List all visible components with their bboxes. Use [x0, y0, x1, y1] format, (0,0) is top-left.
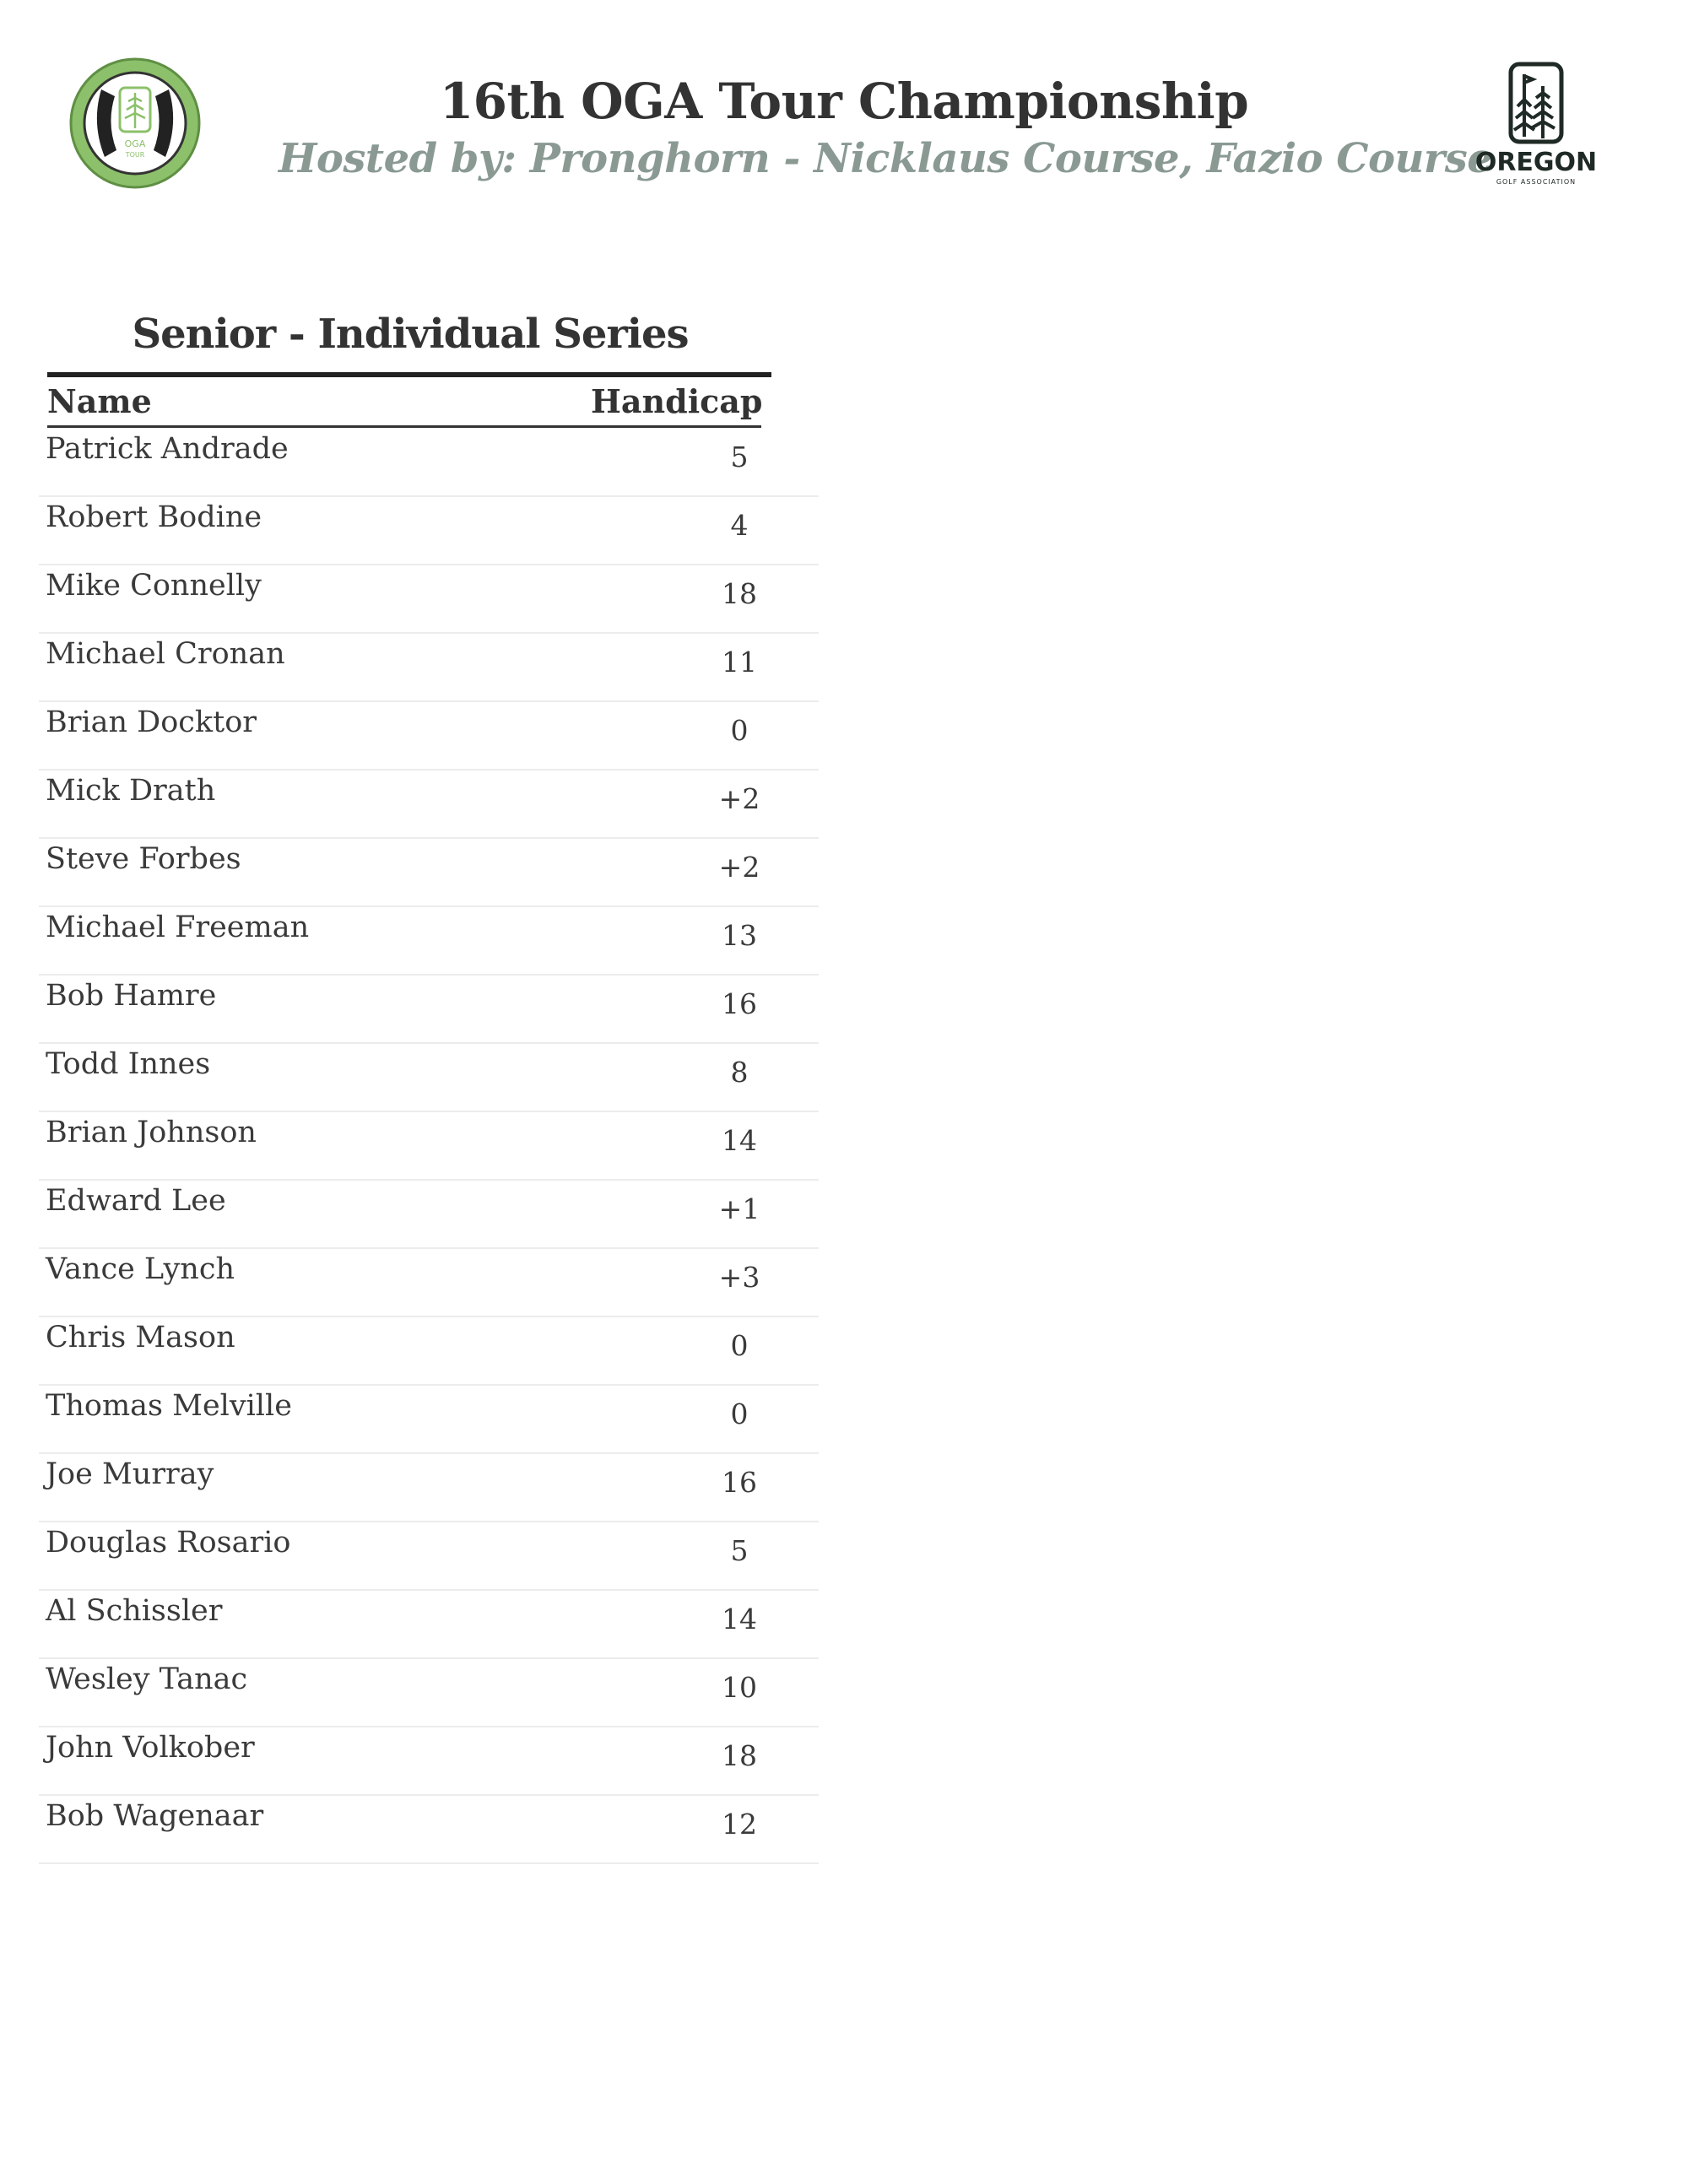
player-name: Chris Mason — [46, 1321, 235, 1354]
player-handicap: 14 — [722, 1124, 757, 1157]
player-name: Thomas Melville — [46, 1389, 292, 1423]
player-handicap: +2 — [718, 782, 760, 815]
player-handicap: 5 — [730, 1534, 749, 1567]
table-row — [39, 1727, 819, 1796]
header-divider — [47, 372, 771, 377]
player-handicap: 12 — [722, 1808, 757, 1841]
player-name: Robert Bodine — [46, 500, 262, 534]
table-row — [39, 907, 819, 976]
table-row — [39, 839, 819, 907]
player-handicap: 18 — [722, 1739, 757, 1772]
player-handicap: 0 — [730, 1397, 749, 1430]
player-handicap: 0 — [730, 1329, 749, 1362]
player-handicap: 18 — [722, 577, 757, 610]
player-handicap: 11 — [722, 646, 757, 678]
player-name: Michael Cronan — [46, 637, 285, 671]
player-name: Vance Lynch — [46, 1252, 235, 1286]
oregon-golf-association-logo-icon — [1469, 61, 1604, 196]
player-table — [39, 429, 819, 1864]
player-name: Joe Murray — [46, 1457, 214, 1491]
player-name: Brian Docktor — [46, 705, 257, 739]
player-name: Todd Innes — [46, 1047, 211, 1081]
player-name: Patrick Andrade — [46, 432, 289, 466]
player-name: Al Schissler — [46, 1594, 223, 1628]
player-handicap: 5 — [730, 441, 749, 473]
player-name: Mick Drath — [46, 774, 216, 808]
player-handicap: +1 — [718, 1192, 760, 1225]
player-name: Edward Lee — [46, 1184, 226, 1218]
table-row — [39, 1591, 819, 1659]
table-row — [39, 565, 819, 634]
table-row — [39, 1454, 819, 1522]
player-handicap: 13 — [722, 919, 757, 952]
table-row — [39, 1044, 819, 1112]
table-row — [39, 1249, 819, 1317]
player-handicap: 8 — [730, 1056, 749, 1089]
table-row — [39, 497, 819, 565]
player-name: Wesley Tanac — [46, 1662, 248, 1696]
player-name: Mike Connelly — [46, 569, 262, 603]
table-row — [39, 1386, 819, 1454]
player-name: Bob Hamre — [46, 979, 217, 1013]
oregon-logo-text: OREGON — [1474, 148, 1598, 177]
player-handicap: 14 — [722, 1603, 757, 1635]
player-name: John Volkober — [46, 1731, 255, 1765]
section-title: Senior - Individual Series — [132, 311, 689, 358]
player-handicap: 4 — [730, 509, 749, 542]
table-row — [39, 634, 819, 702]
table-row — [39, 976, 819, 1044]
player-handicap: +2 — [718, 851, 760, 884]
player-name: Steve Forbes — [46, 842, 241, 876]
player-name: Michael Freeman — [46, 911, 310, 944]
column-header-name: Name — [47, 382, 152, 420]
player-handicap: 16 — [722, 1466, 757, 1499]
oga-tour-championship-seal-icon — [68, 56, 203, 191]
player-name: Brian Johnson — [46, 1116, 257, 1149]
svg-text:TOUR: TOUR — [125, 151, 145, 159]
table-row — [39, 702, 819, 770]
player-handicap: +3 — [718, 1261, 760, 1294]
page-title: 16th OGA Tour Championship — [439, 73, 1249, 130]
column-header-handicap: Handicap — [591, 382, 763, 420]
table-row — [39, 1317, 819, 1386]
player-handicap: 0 — [730, 714, 749, 747]
player-handicap: 10 — [722, 1671, 757, 1704]
table-row — [39, 1112, 819, 1181]
table-row — [39, 1181, 819, 1249]
player-name: Bob Wagenaar — [46, 1799, 264, 1833]
table-row — [39, 770, 819, 839]
svg-text:OGA: OGA — [124, 138, 146, 149]
page-subtitle: Hosted by: Pronghorn - Nicklaus Course, Fazio Course — [279, 135, 1493, 182]
player-name: Douglas Rosario — [46, 1526, 291, 1560]
oregon-logo-subtext: GOLF ASSOCIATION — [1496, 178, 1577, 186]
table-row — [39, 1796, 819, 1864]
column-header-divider — [47, 425, 761, 428]
player-handicap: 16 — [722, 987, 757, 1020]
table-row — [39, 1659, 819, 1727]
table-row — [39, 1522, 819, 1591]
table-row — [39, 429, 819, 497]
